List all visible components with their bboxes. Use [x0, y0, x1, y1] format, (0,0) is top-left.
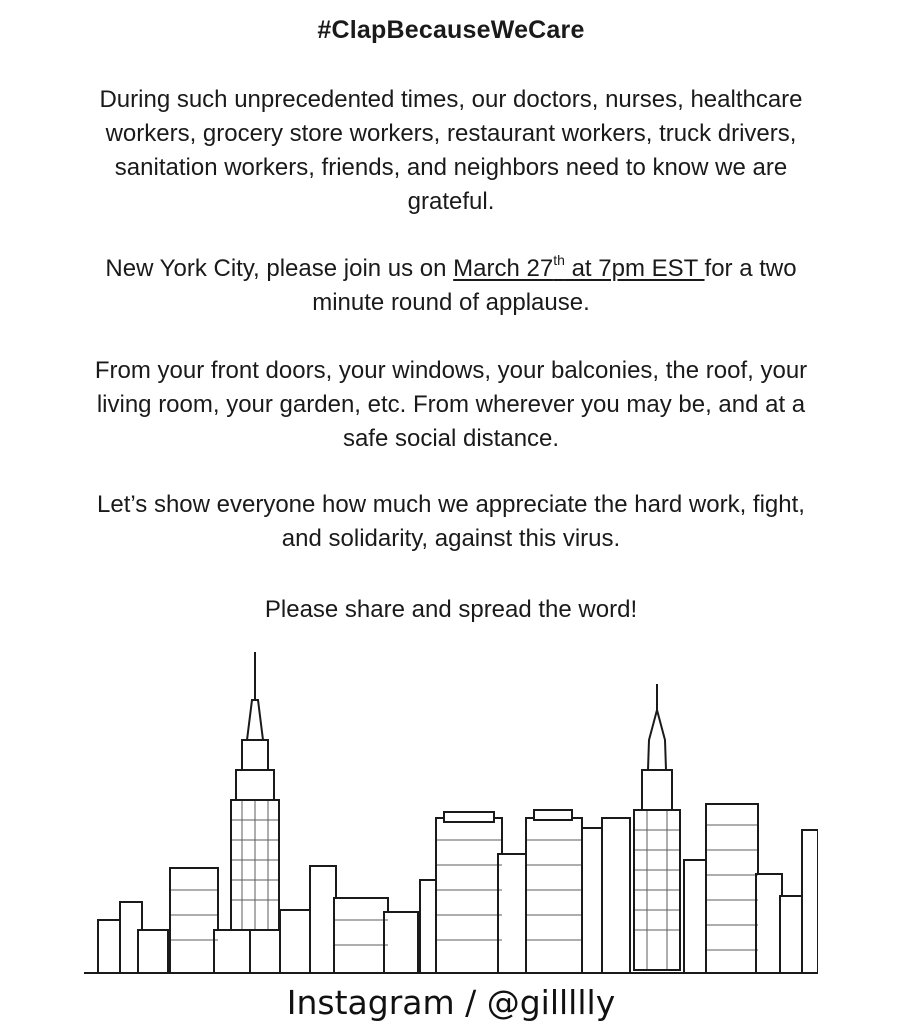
paragraph-event-details	[90, 252, 812, 320]
new-york-skyline-illustration	[84, 640, 818, 974]
event-date-time	[453, 252, 705, 282]
event-outro-text: for a two minute round of applause.	[312, 255, 797, 316]
event-date: March 27	[453, 255, 554, 282]
paragraph-share: Please share and spread the word!	[264, 596, 638, 623]
paragraph-locations: From your front doors, your windows, your balconies, the roof, your living room, your garden, etc. From wherever you may be, and at a safe social distance.	[94, 357, 808, 452]
event-date-suffix: th	[553, 252, 565, 268]
event-intro-text: New York City, please join us on	[105, 255, 454, 282]
poster-title: #ClapBecauseWeCare	[317, 16, 585, 44]
paragraph-gratitude: During such unprecedented times, our doctors, nurses, healthcare workers, grocery store workers, restaurant workers, truck drivers, sanitation workers, friends, and neighbors need to know we are grateful.	[99, 86, 803, 215]
chrysler-crown	[642, 770, 672, 810]
event-time: at 7pm EST	[564, 255, 705, 282]
empire-state-spire	[247, 700, 263, 740]
photo-credit-caption: Instagram / @gillllly	[286, 983, 616, 1022]
paragraph-appreciation: Let’s show everyone how much we appreciate the hard work, fight, and solidarity, against this virus.	[97, 491, 805, 552]
empire-state-crown	[242, 740, 268, 770]
chrysler-spire	[648, 710, 666, 770]
